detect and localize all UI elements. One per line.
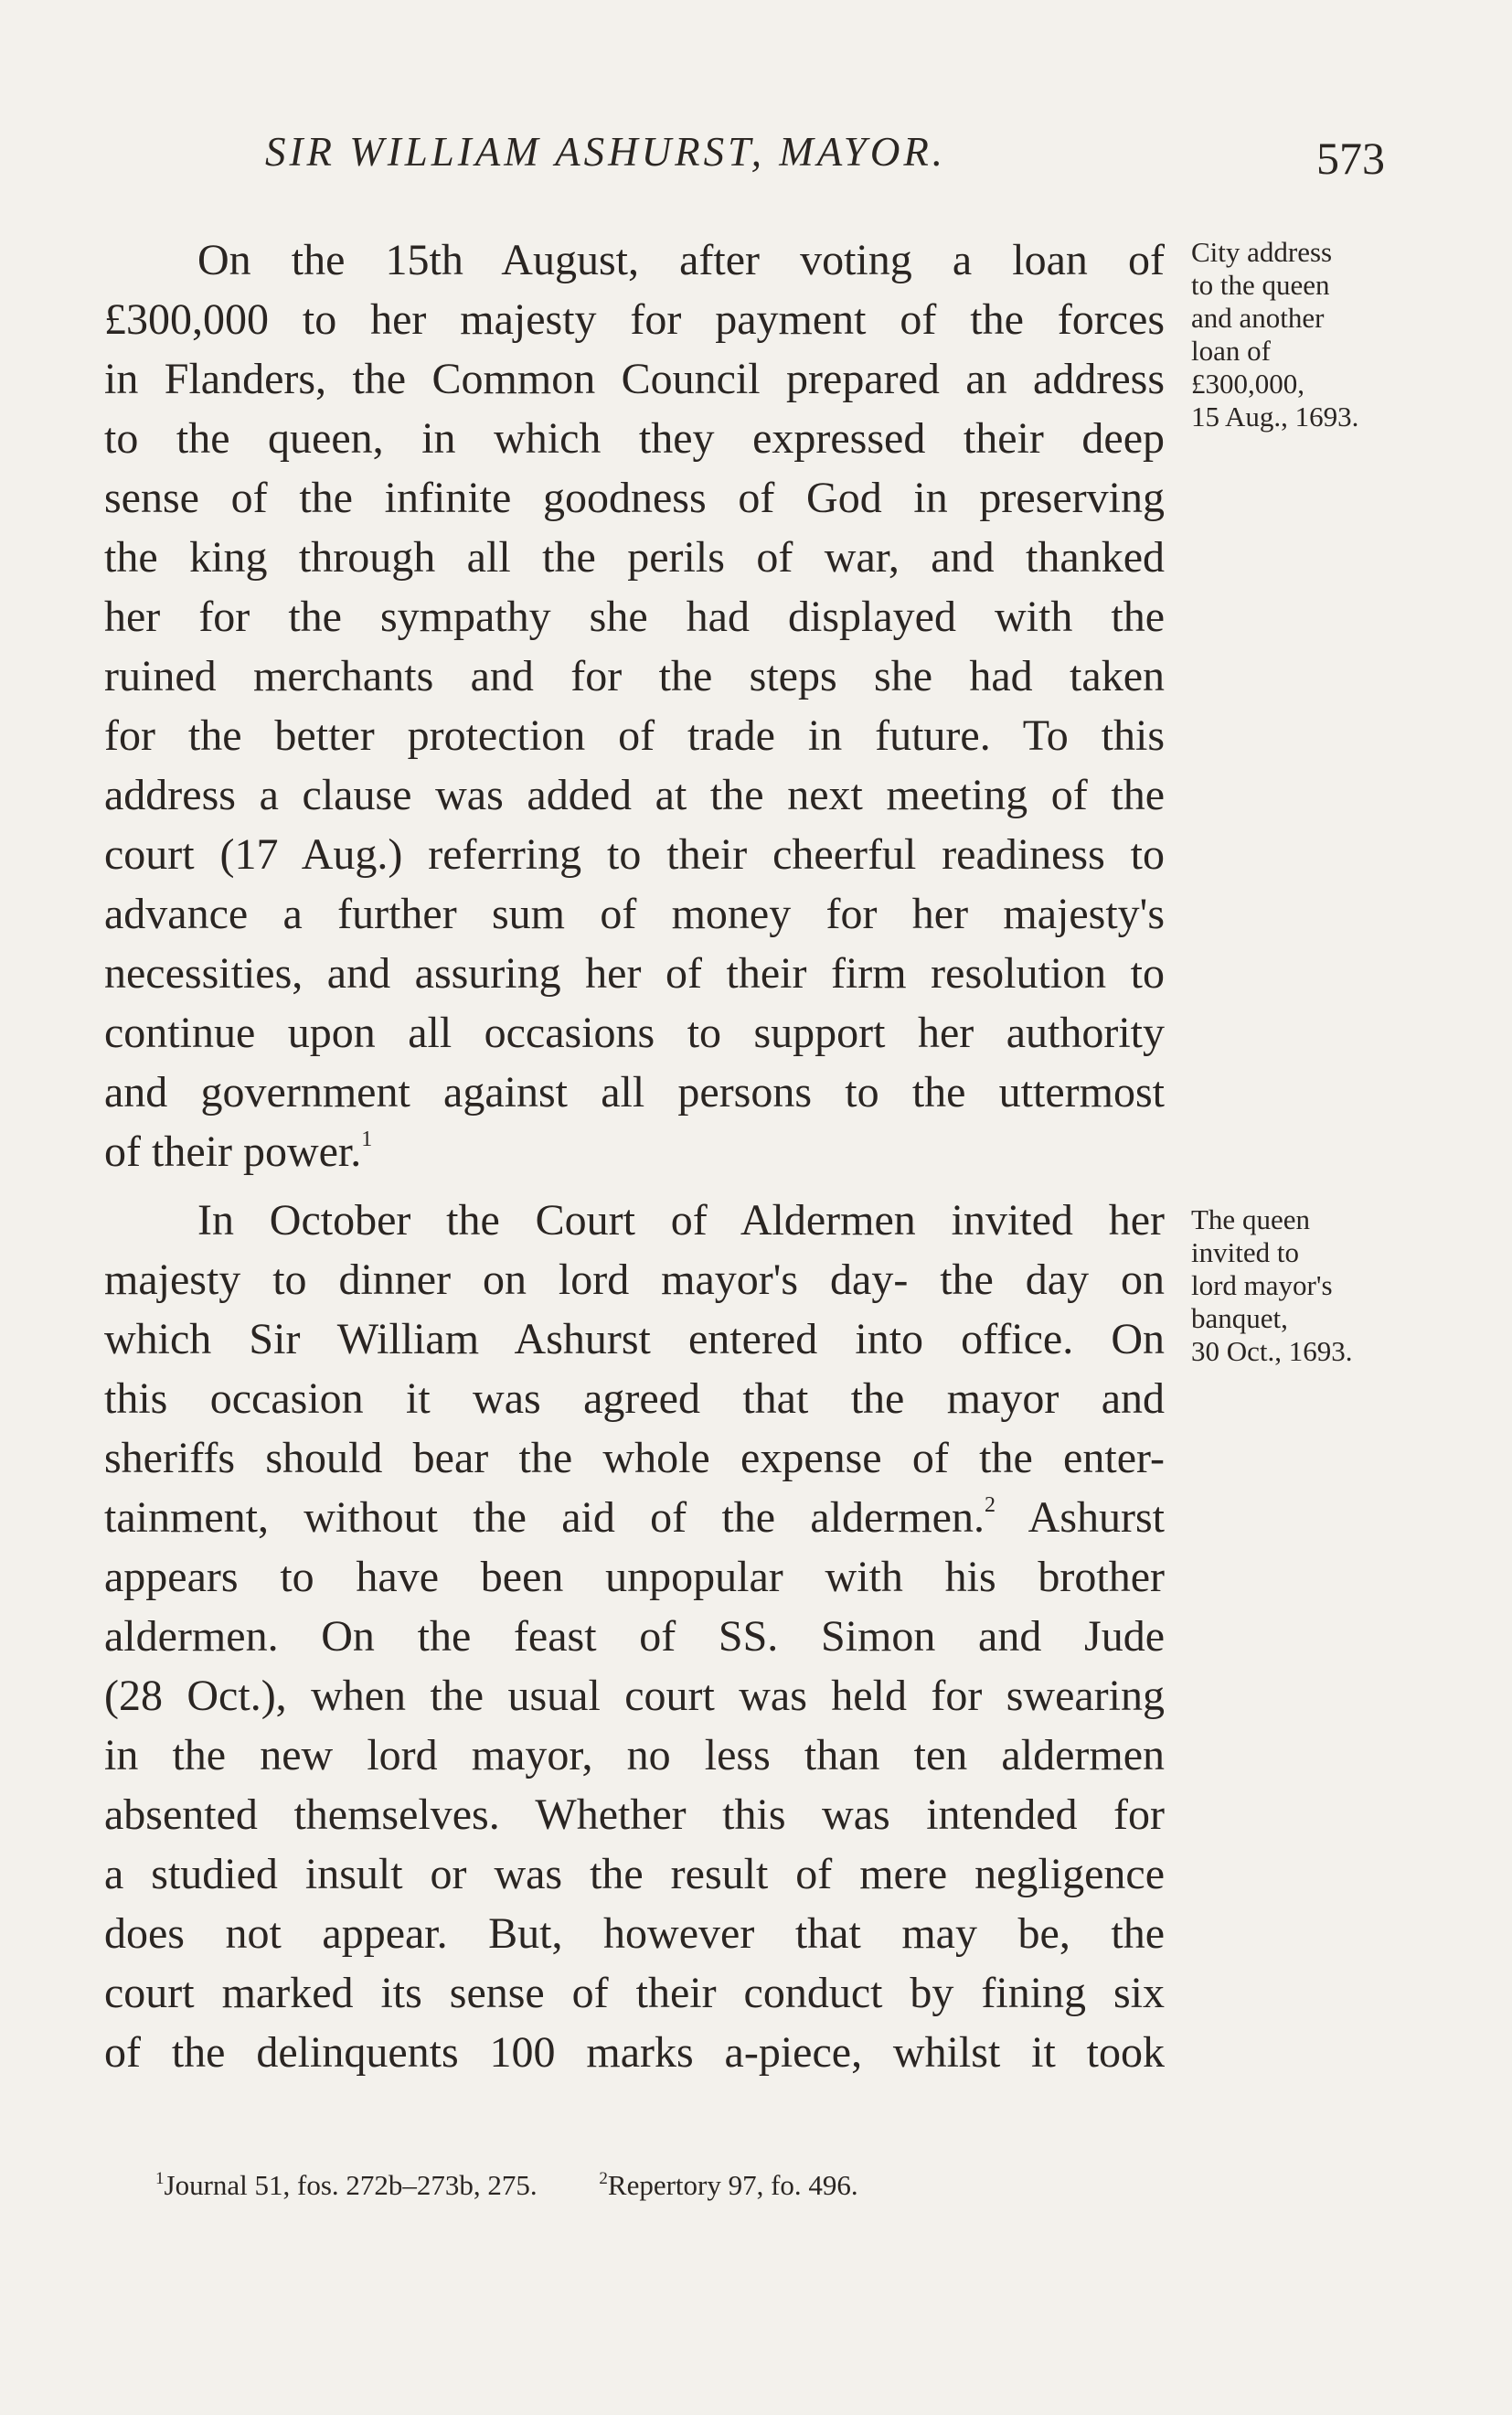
paragraph-1 xyxy=(104,230,1165,1181)
text-line: address a clause was added at the next meeting of the xyxy=(104,771,1165,819)
text-line: a studied insult or was the result of mere negligence xyxy=(104,1850,1165,1898)
text-line: appears to have been unpopular with his brother xyxy=(104,1553,1165,1601)
footnote-marker: 2 xyxy=(599,2169,608,2188)
marginal-note-line: banquet, xyxy=(1191,1302,1288,1334)
text-line: which Sir William Ashurst entered into office. On xyxy=(104,1315,1165,1363)
text-line xyxy=(104,1488,1165,1547)
text-line: and government against all persons to the uttermost xyxy=(104,1068,1165,1117)
page-number: 573 xyxy=(1316,133,1385,184)
marginal-note-2 xyxy=(1191,1203,1411,1368)
text-line: advance a further sum of money for her majesty's xyxy=(104,890,1165,938)
text-line: court (17 Aug.) referring to their cheerful readiness to xyxy=(104,830,1165,879)
footnote-ref-1[interactable]: 1 xyxy=(361,1127,373,1151)
text-line-content: tainment, without the aid of the aldermen. xyxy=(104,1493,985,1542)
text-line: aldermen. On the feast of SS. Simon and Jude xyxy=(104,1612,1165,1661)
marginal-note-1 xyxy=(1191,236,1411,433)
footnotes xyxy=(155,2169,913,2202)
text-line: does not appear. But, however that may be, the xyxy=(104,1909,1165,1958)
text-line: sheriffs should bear the whole expense of the enter- xyxy=(104,1434,1165,1482)
paragraph-2 xyxy=(104,1191,1165,2082)
running-head: SIR WILLIAM ASHURST, MAYOR. xyxy=(265,129,947,175)
text-line: in the new lord mayor, no less than ten aldermen xyxy=(104,1731,1165,1779)
footnote-text: Journal 51, fos. 272b–273b, 275. xyxy=(164,2169,538,2201)
text-line: majesty to dinner on lord mayor's day- the day on xyxy=(104,1256,1165,1304)
text-line: the king through all the perils of war, and thanked xyxy=(104,533,1165,582)
text-line: continue upon all occasions to support her authority xyxy=(104,1009,1165,1057)
marginal-note-line: City address xyxy=(1191,236,1333,268)
text-line: In October the Court of Aldermen invited her xyxy=(197,1196,1165,1245)
marginal-note-line: to the queen xyxy=(1191,269,1330,301)
footnote-text: Repertory 97, fo. 496. xyxy=(607,2169,858,2201)
text-line: necessities, and assuring her of their firm resolution to xyxy=(104,949,1165,998)
text-line: ruined merchants and for the steps she had taken xyxy=(104,652,1165,700)
text-line: in Flanders, the Common Council prepared an address xyxy=(104,355,1165,403)
marginal-note-line: lord mayor's xyxy=(1191,1269,1333,1301)
footnote-2 xyxy=(599,2169,857,2201)
text-line: her for the sympathy she had displayed with the xyxy=(104,593,1165,641)
text-line: On the 15th August, after voting a loan of xyxy=(197,236,1165,284)
marginal-note-line: The queen xyxy=(1191,1203,1310,1235)
footnote-1 xyxy=(155,2169,538,2201)
text-line: £300,000 to her majesty for payment of the forces xyxy=(104,295,1165,344)
text-line: (28 Oct.), when the usual court was held for swearing xyxy=(104,1672,1165,1720)
text-line: to the queen, in which they expressed their deep xyxy=(104,414,1165,463)
marginal-note-line: and another xyxy=(1191,302,1325,334)
text-line-tail: Ashurst xyxy=(1028,1493,1165,1542)
text-line xyxy=(104,1122,1165,1181)
text-line: of the delinquents 100 marks a-piece, whilst it took xyxy=(104,2028,1165,2077)
marginal-note-line: loan of xyxy=(1191,335,1271,367)
text-line: court marked its sense of their conduct by fining six xyxy=(104,1969,1165,2017)
marginal-note-line: 15 Aug., 1693. xyxy=(1191,401,1359,433)
text-line: sense of the infinite goodness of God in preserving xyxy=(104,474,1165,522)
footnote-ref-2[interactable]: 2 xyxy=(984,1493,996,1517)
text-line: absented themselves. Whether this was intended for xyxy=(104,1790,1165,1839)
text-line-content: of their power. xyxy=(104,1127,362,1176)
footnote-marker: 1 xyxy=(155,2169,165,2188)
marginal-note-line: £300,000, xyxy=(1191,368,1304,400)
marginal-note-line: 30 Oct., 1693. xyxy=(1191,1335,1353,1367)
marginal-note-line: invited to xyxy=(1191,1236,1299,1268)
text-line: for the better protection of trade in future. To this xyxy=(104,711,1165,760)
text-line: this occasion it was agreed that the mayor and xyxy=(104,1374,1165,1423)
